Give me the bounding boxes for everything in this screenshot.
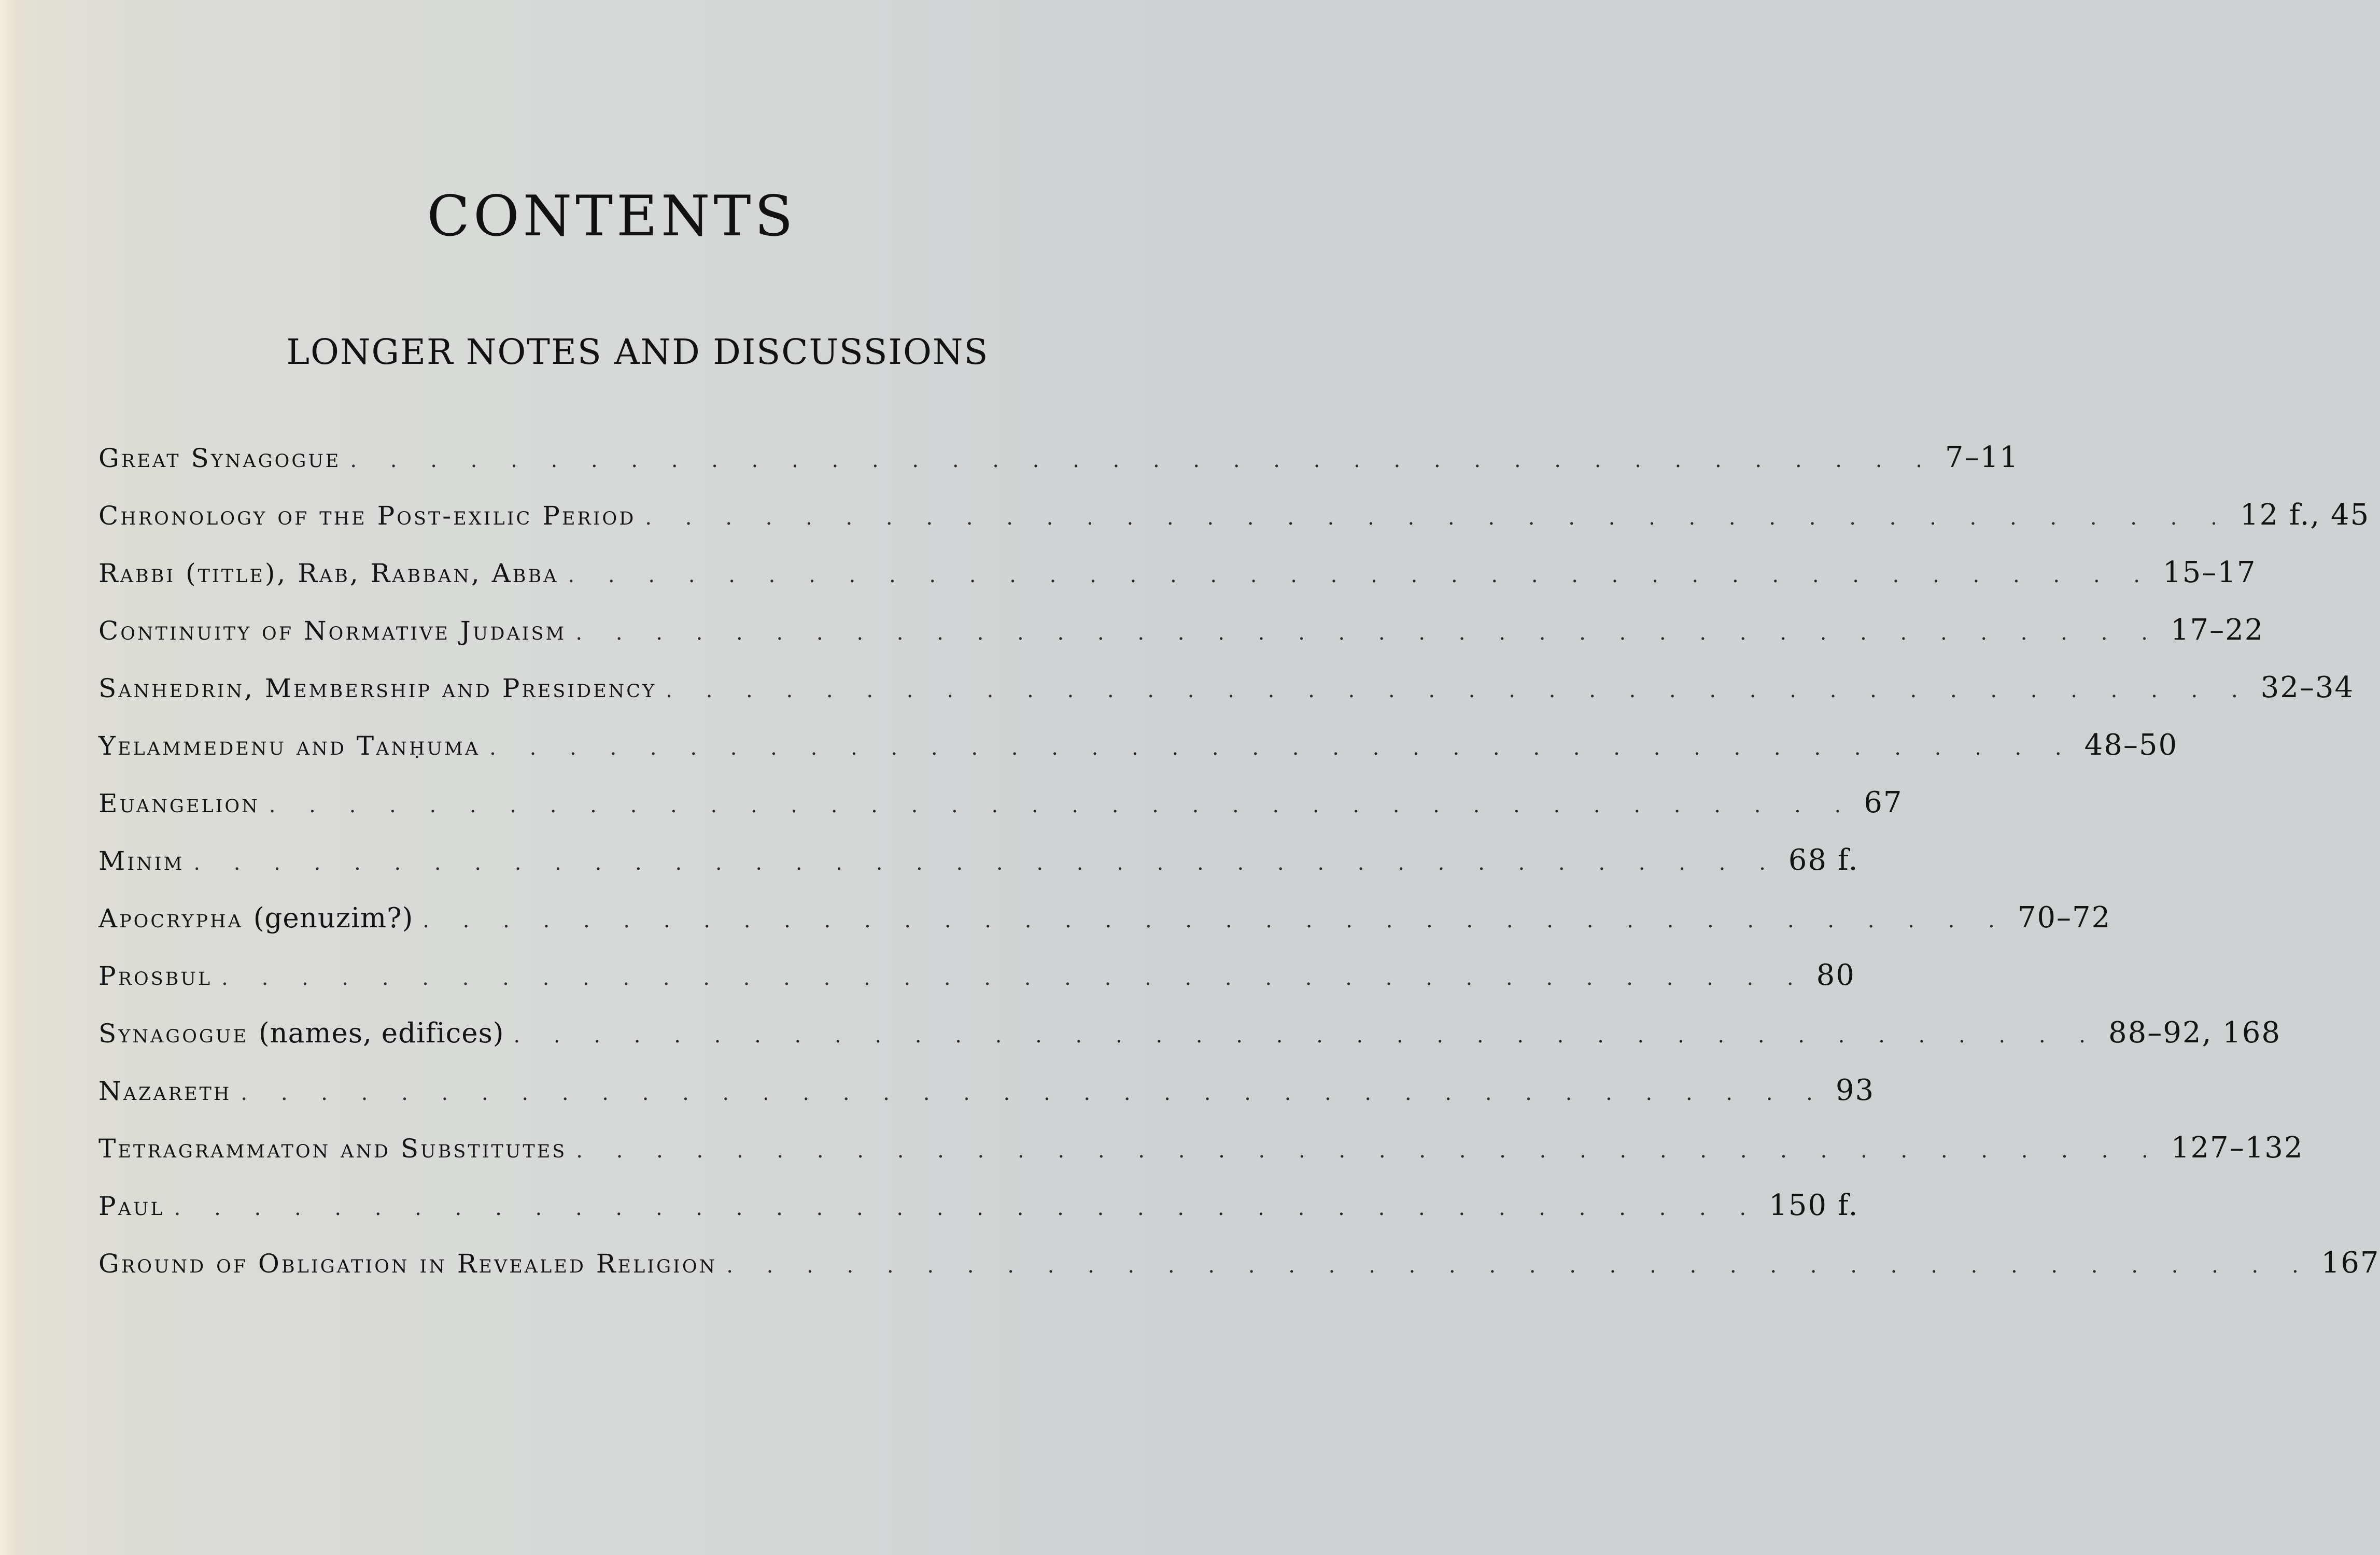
toc-entry-title: Euangelion: [98, 788, 260, 818]
dot-leader: . . . . . . . . . . . . . . . . . . . . . . . . . . . . . . . . . . . . . . . .: [568, 563, 2153, 587]
toc-entry-page: 80: [1816, 958, 1855, 992]
toc-entry-title: Ground of Obligation in Revealed Religion: [98, 1249, 717, 1279]
toc-entry-title: Prosbul: [98, 961, 213, 991]
toc-entry[interactable]: [98, 1073, 1875, 1131]
toc-entry-page: 7–11: [1945, 441, 2019, 474]
dot-leader: . . . . . . . . . . . . . . . . . . . . . . . . . . . . . . . . . . . . . . . .: [575, 621, 2161, 645]
toc-entry-page: 70–72: [2017, 901, 2111, 935]
toc-entry[interactable]: [98, 556, 2257, 613]
toc-entry[interactable]: [98, 786, 1903, 843]
toc-entry-title: Chronology of the Post-exilic Period: [98, 501, 636, 531]
toc-entry[interactable]: [98, 958, 1855, 1016]
dot-leader: . . . . . . . . . . . . . . . . . . . . . . . . . . . . . . . . . . . . . . . .: [241, 1081, 1826, 1105]
toc-entry-title-main: Apocrypha: [98, 903, 243, 934]
toc-entry-title: Continuity of Normative Judaism: [98, 616, 567, 646]
toc-entry[interactable]: [98, 1131, 2304, 1189]
toc-entry-page: 93: [1835, 1073, 1875, 1107]
dot-leader: . . . . . . . . . . . . . . . . . . . . . . . . . . . . . . . . . . . . . . . .: [666, 678, 2251, 702]
dot-leader: . . . . . . . . . . . . . . . . . . . . . . . . . . . . . . . . . . . . . . . .: [174, 1196, 1760, 1220]
page-title: CONTENTS: [427, 184, 797, 249]
toc-entry-title: Minim: [98, 846, 185, 876]
toc-entry[interactable]: [98, 1189, 1859, 1246]
toc-entry[interactable]: [98, 671, 2355, 728]
toc-entry-page: 12 f., 45: [2240, 498, 2370, 532]
dot-leader: . . . . . . . . . . . . . . . . . . . . . . . . . . . . . . . . . . . . . . . .: [576, 1139, 2162, 1163]
toc-entry[interactable]: [98, 498, 2370, 556]
section-subtitle: LONGER NOTES AND DISCUSSIONS: [286, 332, 989, 372]
toc-entry-title: Rabbi (title), Rab, Rabban, Abba: [98, 558, 559, 588]
toc-entry-title: Nazareth: [98, 1076, 232, 1106]
toc-entry-title: Tetragrammaton and Substitutes: [98, 1134, 567, 1164]
toc-entry-page: 88–92, 168: [2108, 1016, 2281, 1050]
dot-leader: . . . . . . . . . . . . . . . . . . . . . . . . . . . . . . . . . . . . . . . .: [350, 448, 1936, 472]
dot-leader: . . . . . . . . . . . . . . . . . . . . . . . . . . . . . . . . . . . . . . . .: [513, 1024, 2099, 1048]
toc-entry-page: 127–132: [2171, 1131, 2304, 1165]
dot-leader: . . . . . . . . . . . . . . . . . . . . . . . . . . . . . . . . . . . . . . . .: [193, 851, 1779, 875]
dot-leader: . . . . . . . . . . . . . . . . . . . . . . . . . . . . . . . . . . . . . . . .: [489, 736, 2075, 760]
table-of-contents: [98, 441, 2380, 1304]
toc-entry-title: Yelammedenu and Tanḥuma: [98, 731, 481, 761]
toc-entry-title: Great Synagogue: [98, 443, 341, 473]
toc-entry[interactable]: [98, 441, 2019, 498]
toc-entry[interactable]: [98, 1016, 2281, 1073]
toc-entry[interactable]: [98, 901, 2111, 958]
toc-entry-page: 67: [1864, 786, 1903, 819]
toc-entry-page: 17–22: [2170, 613, 2264, 647]
toc-entry-title: [98, 902, 413, 934]
toc-entry[interactable]: [98, 613, 2264, 671]
dot-leader: . . . . . . . . . . . . . . . . . . . . . . . . . . . . . . . . . . . . . . . .: [269, 794, 1855, 817]
toc-entry-page: 68 f.: [1788, 843, 1859, 877]
toc-entry-title-main: Synagogue: [98, 1019, 248, 1049]
dot-leader: . . . . . . . . . . . . . . . . . . . . . . . . . . . . . . . . . . . . . . . .: [423, 909, 2008, 932]
toc-entry-page: 32–34: [2260, 671, 2355, 704]
toc-entry-page: 15–17: [2162, 556, 2257, 589]
toc-entry-title-note: (genuzim?): [253, 902, 414, 934]
toc-entry-title: Paul: [98, 1191, 165, 1221]
toc-entry[interactable]: [98, 728, 2178, 786]
dot-leader: . . . . . . . . . . . . . . . . . . . . . . . . . . . . . . . . . . . . . . . .: [726, 1254, 2312, 1278]
toc-entry-title-note: (names, edifices): [258, 1017, 504, 1049]
dot-leader: . . . . . . . . . . . . . . . . . . . . . . . . . . . . . . . . . . . . . . . .: [221, 966, 1807, 990]
dot-leader: . . . . . . . . . . . . . . . . . . . . . . . . . . . . . . . . . . . . . . . .: [645, 506, 2231, 530]
toc-entry-page: 167: [2321, 1246, 2380, 1280]
toc-entry-page: 150 f.: [1769, 1189, 1859, 1222]
toc-entry-title: Sanhedrin, Membership and Presidency: [98, 673, 657, 703]
toc-entry[interactable]: [98, 1246, 2380, 1304]
toc-entry-page: 48–50: [2084, 728, 2178, 762]
toc-entry-title: [98, 1017, 504, 1049]
toc-entry[interactable]: [98, 843, 1859, 901]
